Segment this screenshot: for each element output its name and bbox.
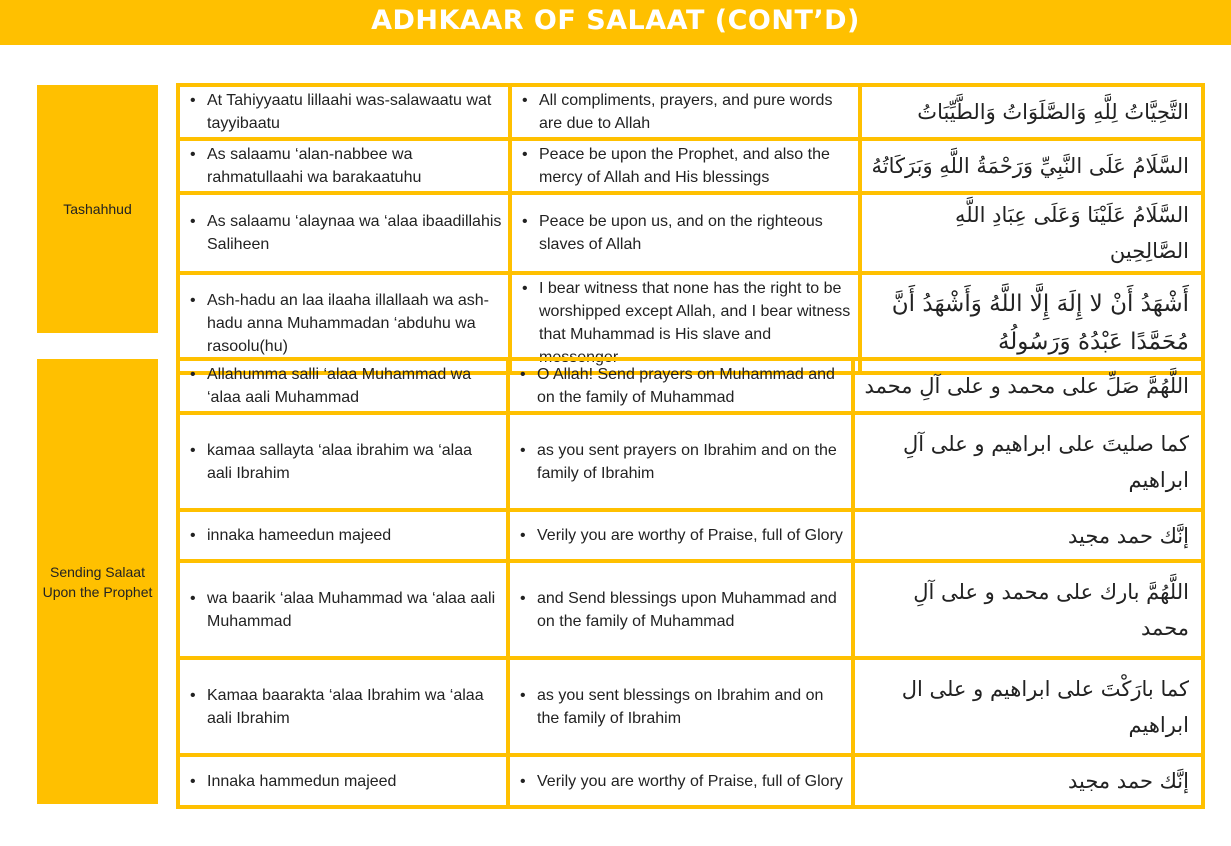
arabic-cell: أَشْهَدُ أَنْ لا إِلَهَ إِلَّا اللَّهُ وَأَشْهَدُ أَنَّ مُحَمَّدًا عَبْدُهُ وَرَسُولُهُ bbox=[860, 273, 1203, 373]
english-cell: • O Allah! Send prayers on Muhammad and on the family of Muhammad bbox=[508, 359, 853, 413]
translit-cell: • As salaamu ‘alan-nabbee wa rahmatullaahi wa barakaatuhu bbox=[178, 139, 510, 193]
page-title: ADHKAAR OF SALAAT (CONT’D) bbox=[0, 0, 1231, 45]
english-cell: • Peace be upon the Prophet, and also the mercy of Allah and His blessings bbox=[510, 139, 860, 193]
table-row bbox=[178, 139, 1203, 193]
section-label-salaat: Sending Salaat Upon the Prophet bbox=[37, 359, 158, 804]
table-row bbox=[178, 658, 1203, 755]
translit-cell: • As salaamu ‘alaynaa wa ‘alaa ibaadillahis Saliheen bbox=[178, 193, 510, 273]
table-row bbox=[178, 193, 1203, 273]
translit-cell: • Innaka hammedun majeed bbox=[178, 755, 508, 807]
arabic-cell: إنَّك حمد مجيد bbox=[853, 755, 1203, 807]
arabic-cell: السَّلَامُ عَلَى النَّبِيِّ وَرَحْمَةُ اللَّهِ وَبَرَكَاتُهُ bbox=[860, 139, 1203, 193]
english-cell: • All compliments, prayers, and pure words are due to Allah bbox=[510, 85, 860, 139]
english-cell: • Peace be upon us, and on the righteous slaves of Allah bbox=[510, 193, 860, 273]
arabic-cell: اللَّهُمَّ بارك على محمد و على آلِ محمد bbox=[853, 561, 1203, 658]
table-row bbox=[178, 359, 1203, 413]
arabic-cell: السَّلَامُ عَلَيْنَا وَعَلَى عِبَادِ اللَّهِ الصَّالِحِين bbox=[860, 193, 1203, 273]
translit-cell: • wa baarik ‘alaa Muhammad wa ‘alaa aali Muhammad bbox=[178, 561, 508, 658]
table-row bbox=[178, 85, 1203, 139]
english-cell: • Verily you are worthy of Praise, full of Glory bbox=[508, 755, 853, 807]
table-row bbox=[178, 510, 1203, 561]
translit-cell: • Kamaa baarakta ‘alaa Ibrahim wa ‘alaa aali Ibrahim bbox=[178, 658, 508, 755]
translit-cell: • Ash-hadu an laa ilaaha illallaah wa ash-hadu anna Muhammadan ‘abduhu wa rasoolu(hu) bbox=[178, 273, 510, 373]
english-cell: • Verily you are worthy of Praise, full of Glory bbox=[508, 510, 853, 561]
table-row bbox=[178, 561, 1203, 658]
english-cell: • I bear witness that none has the right to be worshipped except Allah, and I bear witness that Muhammad is His slave and messenger bbox=[510, 273, 860, 373]
english-cell: • as you sent prayers on Ibrahim and on the family of Ibrahim bbox=[508, 413, 853, 510]
arabic-cell: التَّحِيَّاتُ لِلَّهِ وَالصَّلَوَاتُ وَالطَّيِّبَاتُ bbox=[860, 85, 1203, 139]
tashahhud-table bbox=[176, 83, 1205, 375]
table-row bbox=[178, 413, 1203, 510]
arabic-cell: كما بارَكْتَ على ابراهيم و على ال ابراهيم bbox=[853, 658, 1203, 755]
table-row bbox=[178, 755, 1203, 807]
english-cell: • and Send blessings upon Muhammad and on the family of Muhammad bbox=[508, 561, 853, 658]
salaat-table bbox=[176, 357, 1205, 809]
arabic-cell: اللَّهُمَّ صَلِّ على محمد و على آلِ محمد bbox=[853, 359, 1203, 413]
translit-cell: • innaka hameedun majeed bbox=[178, 510, 508, 561]
translit-cell: • kamaa sallayta ‘alaa ibrahim wa ‘alaa aali Ibrahim bbox=[178, 413, 508, 510]
arabic-cell: إنَّك حمد مجيد bbox=[853, 510, 1203, 561]
section-label-tashahhud: Tashahhud bbox=[37, 85, 158, 333]
english-cell: • as you sent blessings on Ibrahim and on the family of Ibrahim bbox=[508, 658, 853, 755]
translit-cell: • Allahumma salli ‘alaa Muhammad wa ‘alaa aali Muhammad bbox=[178, 359, 508, 413]
translit-cell: • At Tahiyyaatu lillaahi was-salawaatu wat tayyibaatu bbox=[178, 85, 510, 139]
arabic-cell: كما صليتَ على ابراهيم و على آلِ ابراهيم bbox=[853, 413, 1203, 510]
